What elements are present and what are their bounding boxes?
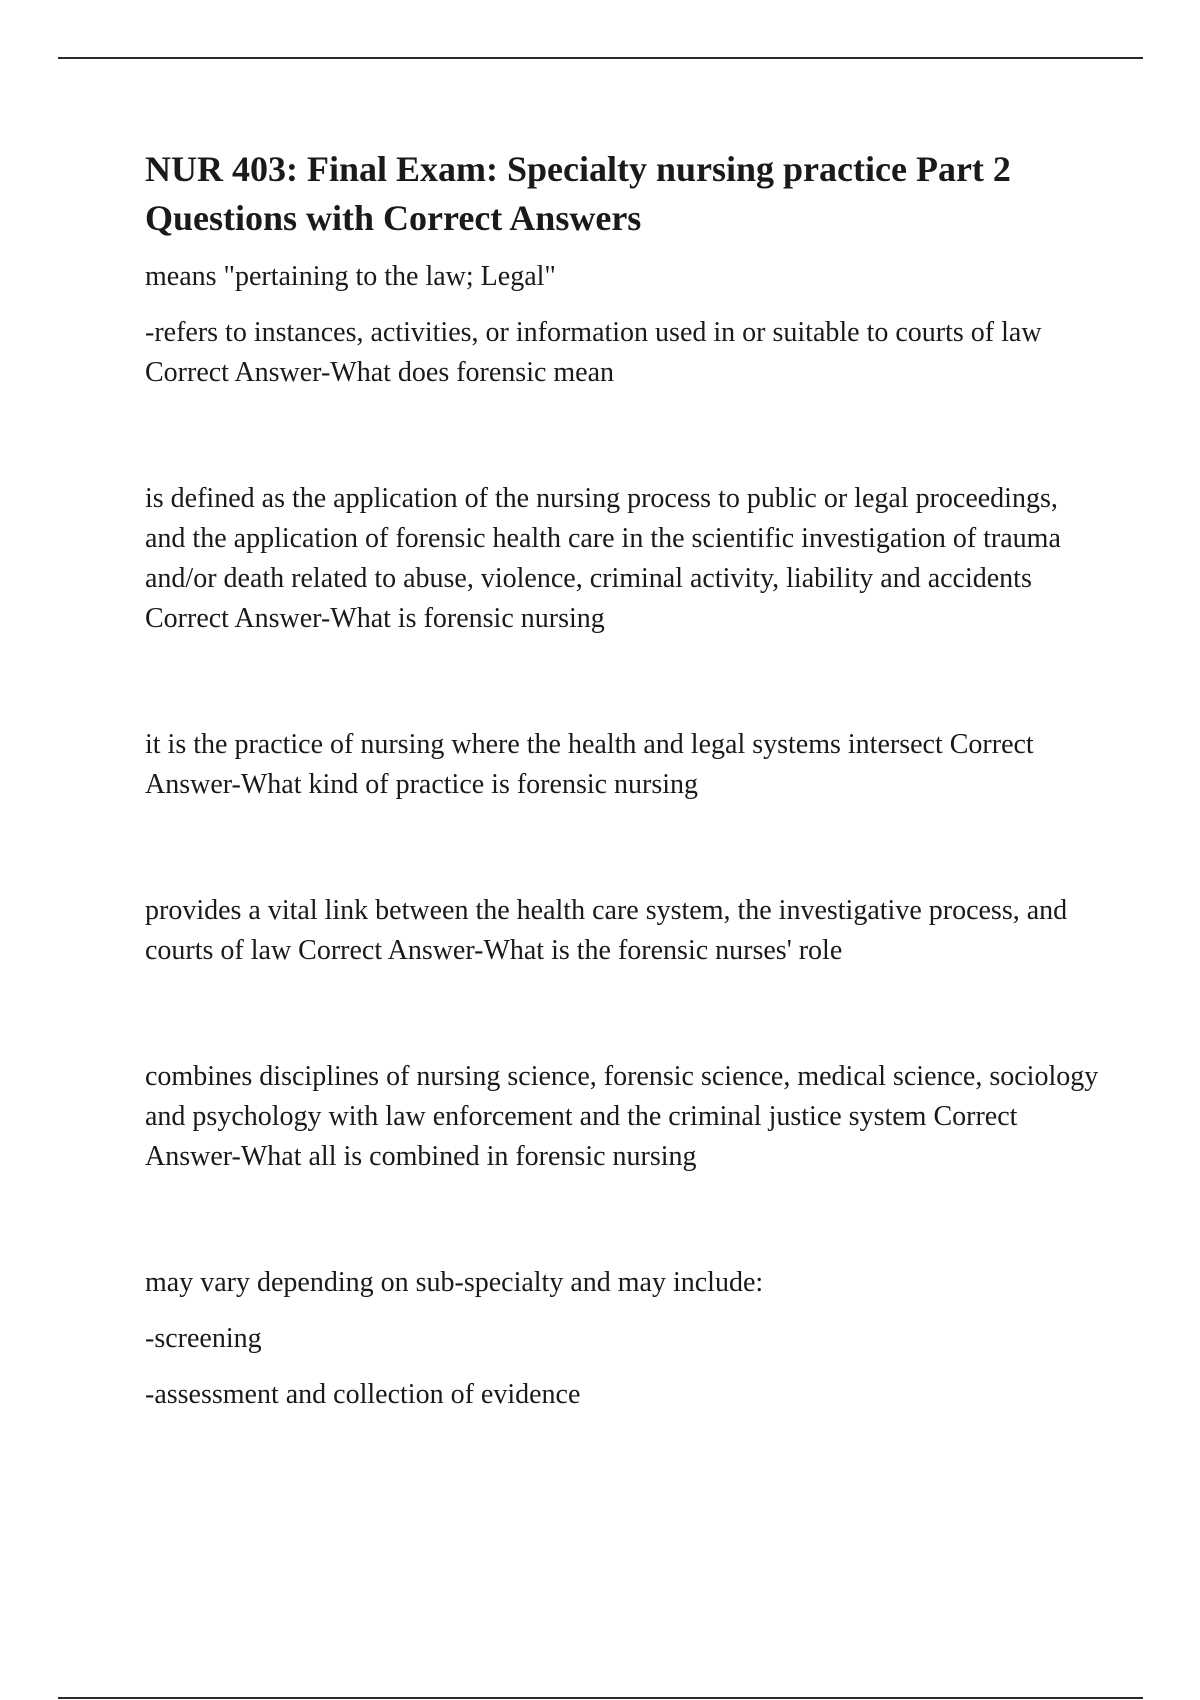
header-rule	[58, 57, 1143, 59]
document-title: NUR 403: Final Exam: Specialty nursing practice Part 2 Questions with Correct Answers	[145, 149, 1011, 238]
qa-entry-forensic-nursing	[145, 479, 1105, 639]
entry-paragraph: is defined as the application of the nursing process to public or legal proceedings, and the application of forensic health care in the scientific investigation of trauma and/or death related to abuse, violence, criminal activity, liability and accidents Correct Answer-What is forensic nursing	[145, 483, 1061, 634]
entry-spacer	[145, 1193, 1105, 1263]
entry-list-item: -screening	[145, 1323, 262, 1354]
entry-spacer	[145, 655, 1105, 725]
document-body	[145, 145, 1105, 1431]
qa-entry-sub-specialty	[145, 1263, 1105, 1415]
entry-paragraph: it is the practice of nursing where the health and legal systems intersect Correct Answer-What kind of practice is forensic nursing	[145, 729, 1034, 800]
entry-paragraph: -refers to instances, activities, or information used in or suitable to courts of law Correct Answer-What does forensic mean	[145, 317, 1042, 388]
footer-rule	[58, 1697, 1143, 1699]
entry-paragraph: may vary depending on sub-specialty and may include:	[145, 1267, 764, 1298]
qa-entry-practice-kind	[145, 725, 1105, 805]
entry-spacer	[145, 987, 1105, 1057]
qa-entry-forensic-meaning	[145, 257, 1105, 393]
entry-list-item: -assessment and collection of evidence	[145, 1379, 581, 1410]
entry-spacer	[145, 821, 1105, 891]
entry-paragraph: means "pertaining to the law; Legal"	[145, 261, 556, 292]
qa-entry-combined-disciplines	[145, 1057, 1105, 1177]
entry-paragraph: provides a vital link between the health care system, the investigative process, and courts of law Correct Answer-What is the forensic nurses' role	[145, 895, 1068, 966]
qa-entry-nurse-role	[145, 891, 1105, 971]
entry-spacer	[145, 409, 1105, 479]
entry-paragraph: combines disciplines of nursing science, forensic science, medical science, sociology and psychology with law enforcement and the criminal justice system Correct Answer-What all is combined in forensic nursing	[145, 1061, 1099, 1172]
